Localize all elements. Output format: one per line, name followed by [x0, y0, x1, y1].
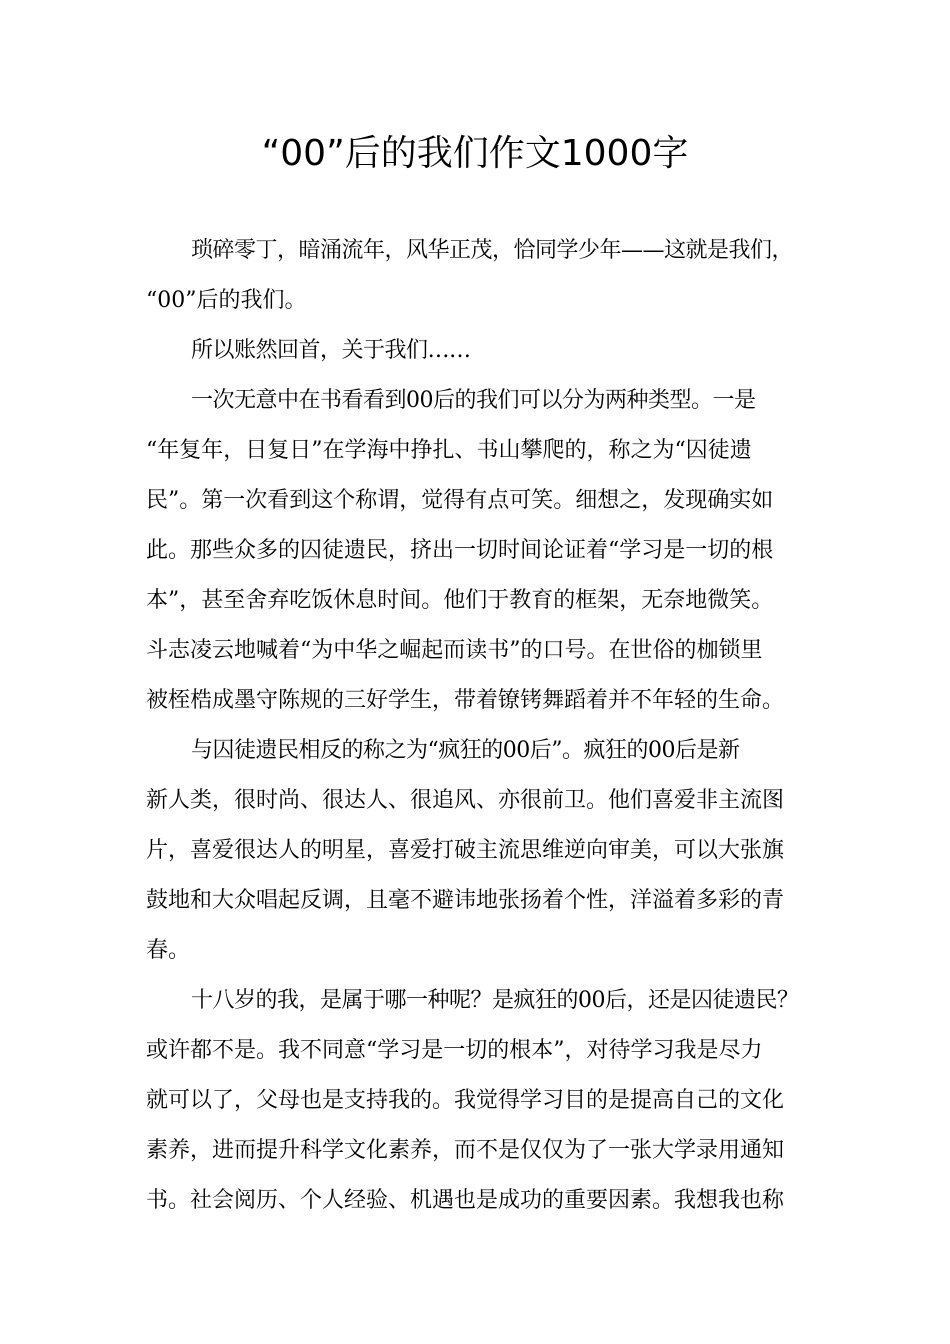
text-line: 十八岁的我，是属于哪一种呢？是疯狂的00后，还是囚徒遗民？ — [191, 988, 799, 1013]
text-line: 春。 — [146, 938, 191, 963]
document-body — [146, 226, 836, 1226]
text-line: 片，喜爱很达人的明星，喜爱打破主流思维逆向审美，可以大张旗 — [146, 838, 785, 863]
document-title: “00”后的我们作文1000字 — [261, 133, 689, 174]
text-line: 素养，进而提升科学文化素养，而不是仅仅为了一张大学录用通知 — [146, 1138, 785, 1163]
text-line: 此。那些众多的囚徒遗民，挤出一切时间论证着“学习是一切的根 — [146, 538, 774, 563]
text-line: “00”后的我们。 — [146, 288, 307, 313]
text-line: 书。社会阅历、个人经验、机遇也是成功的重要因素。我想我也称 — [146, 1188, 785, 1213]
text-line: 斗志凌云地喊着“为中华之崛起而读书”的口号。在世俗的枷锁里 — [146, 638, 763, 663]
text-line: 鼓地和大众唱起反调，且毫不避讳地张扬着个性，洋溢着多彩的青 — [146, 888, 785, 913]
text-line: 与囚徒遗民相反的称之为“疯狂的00后”。疯狂的00后是新 — [191, 738, 740, 763]
text-line: 所以账然回首，关于我们…… — [191, 338, 471, 363]
text-line: 被桎梏成墨守陈规的三好学生，带着镣铐舞蹈着并不年轻的生命。 — [146, 688, 785, 713]
text-line: 就可以了，父母也是支持我的。我觉得学习目的是提高自己的文化 — [146, 1088, 785, 1113]
text-line: 本”，甚至舍弃吃饭休息时间。他们于教育的框架，无奈地微笑。 — [146, 588, 774, 613]
text-line: 一次无意中在书看看到00后的我们可以分为两种类型。一是 — [191, 388, 756, 413]
text-line: 琐碎零丁，暗涌流年，风华正茂，恰同学少年——这就是我们， — [191, 238, 794, 263]
text-line: 或许都不是。我不同意“学习是一切的根本”，对待学习我是尽力 — [146, 1038, 763, 1063]
text-line: “年复年，日复日”在学海中挣扎、书山攀爬的，称之为“囚徒遗 — [146, 438, 752, 463]
text-line: 民”。第一次看到这个称谓，觉得有点可笑。细想之，发现确实如 — [146, 488, 774, 513]
text-line: 新人类，很时尚、很达人、很追风、亦很前卫。他们喜爱非主流图 — [146, 788, 785, 813]
